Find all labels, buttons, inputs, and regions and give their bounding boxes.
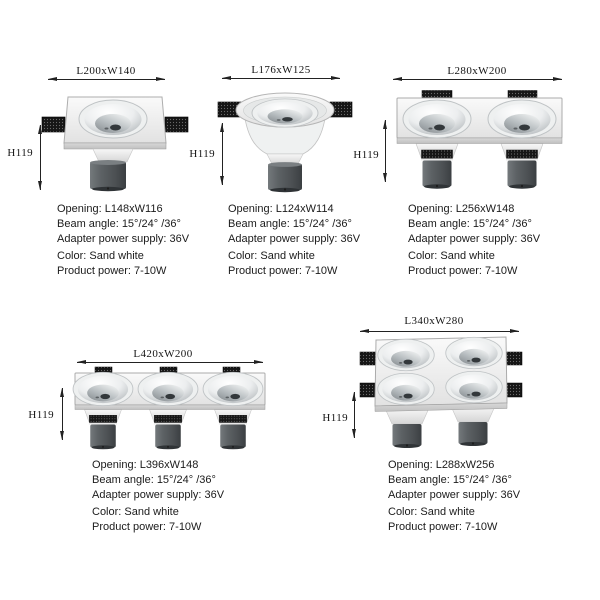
mounting-clip (360, 383, 376, 397)
spec-opening: Opening: L124xW114 (228, 203, 334, 215)
driver-collar (93, 149, 133, 162)
spec-adapter: Adapter power supply: 36V (57, 233, 190, 245)
height-label: H119 (28, 409, 54, 421)
spec-power: Product power: 7-10W (388, 521, 498, 533)
width-dimension-arrow (48, 79, 165, 80)
mounting-clip-right (165, 117, 188, 132)
spec-color: Color: Sand white (92, 506, 179, 518)
mounting-clip-left (42, 117, 65, 132)
spec-color: Color: Sand white (388, 506, 475, 518)
light-cone-opening (378, 373, 434, 405)
dimension-label: L176xW125 (251, 64, 311, 76)
driver-housing (501, 144, 543, 189)
spec-beam-angle: Beam angle: 15°/24° /36° (92, 474, 216, 486)
height-label: H119 (189, 148, 215, 160)
spec-adapter: Adapter power supply: 36V (228, 233, 361, 245)
triple-square-downlight-illustration (55, 360, 280, 452)
single-square-downlight-illustration (40, 88, 190, 193)
light-cone-opening (378, 339, 434, 371)
spec-block (92, 458, 224, 535)
driver-housing (215, 410, 252, 450)
light-cone-opening (446, 337, 502, 369)
double-square-downlight-illustration (388, 86, 572, 194)
height-label: H119 (7, 147, 33, 159)
spec-opening: Opening: L396xW148 (92, 459, 199, 471)
single-round-downlight-illustration (205, 86, 365, 194)
spec-power: Product power: 7-10W (57, 265, 167, 277)
spec-beam-angle: Beam angle: 15°/24° /36° (388, 474, 512, 486)
mounting-clip (506, 383, 522, 397)
height-dimension-arrow (385, 120, 386, 182)
dimension-label: L340xW280 (404, 315, 464, 327)
spec-adapter: Adapter power supply: 36V (92, 489, 225, 501)
mounting-clip-left (422, 91, 452, 99)
spec-power: Product power: 7-10W (228, 265, 338, 277)
spec-color: Color: Sand white (228, 250, 315, 262)
spec-power: Product power: 7-10W (408, 265, 518, 277)
spec-beam-angle: Beam angle: 15°/24° /36° (57, 218, 181, 230)
spec-beam-angle: Beam angle: 15°/24° /36° (408, 218, 532, 230)
quad-square-downlight-illustration (350, 330, 530, 448)
spec-adapter: Adapter power supply: 36V (388, 489, 521, 501)
spec-beam-angle: Beam angle: 15°/24° /36° (228, 218, 352, 230)
spec-block (228, 202, 360, 279)
width-dimension-arrow (222, 78, 340, 79)
mounting-clip (506, 352, 522, 365)
light-cone-opening (73, 372, 133, 405)
dimension-label: L200xW140 (76, 65, 136, 77)
spec-color: Color: Sand white (57, 250, 144, 262)
spec-opening: Opening: L288xW256 (388, 459, 495, 471)
dimension-label: L420xW200 (133, 348, 193, 360)
spec-opening: Opening: L256xW148 (408, 203, 515, 215)
spec-power: Product power: 7-10W (92, 521, 202, 533)
driver-housing (268, 162, 302, 192)
driver-housing (90, 160, 126, 191)
spec-block (408, 202, 540, 279)
driver-housing (416, 144, 458, 189)
height-label: H119 (322, 412, 348, 424)
spec-block (57, 202, 189, 279)
mounting-clip-right (508, 91, 537, 99)
light-cone-opening (446, 371, 502, 403)
spec-color: Color: Sand white (408, 250, 495, 262)
light-cone-opening (403, 100, 471, 138)
driver-housing (385, 408, 429, 448)
mounting-clip (360, 352, 376, 365)
driver-housing (451, 406, 495, 446)
spec-opening: Opening: L148xW116 (57, 203, 163, 215)
light-cone-opening (203, 372, 263, 405)
height-label: H119 (353, 149, 379, 161)
light-cone-opening (252, 99, 318, 127)
spec-block (388, 458, 520, 535)
light-cone-opening (488, 100, 556, 138)
driver-housing (150, 410, 187, 450)
light-cone-opening (138, 372, 198, 405)
driver-housing (85, 410, 122, 450)
dimension-label: L280xW200 (447, 65, 507, 77)
fixture-plate-front (64, 143, 166, 149)
light-cone-opening (79, 100, 147, 138)
width-dimension-arrow (393, 79, 562, 80)
fixture-plate-front (397, 138, 562, 144)
spec-adapter: Adapter power supply: 36V (408, 233, 541, 245)
